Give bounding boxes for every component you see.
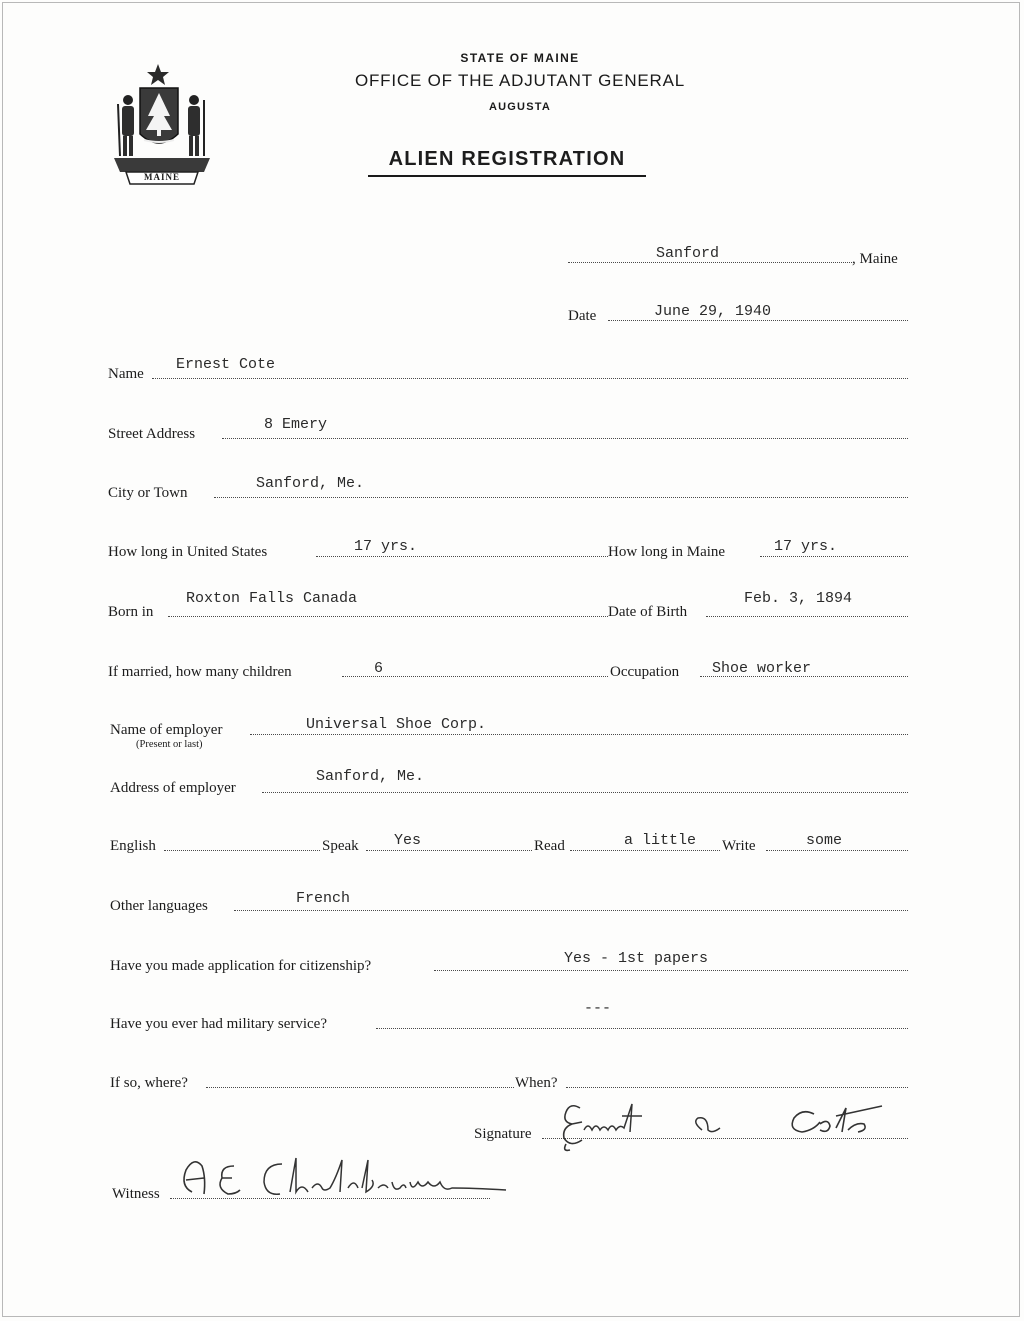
street-line — [222, 438, 908, 439]
street-value: 8 Emery — [264, 416, 328, 433]
page-title: ALIEN REGISTRATION — [368, 148, 646, 177]
years-us-label: How long in United States — [108, 544, 268, 560]
citizenship-label: Have you made application for citizenship? — [110, 958, 372, 974]
write-label: Write — [722, 838, 756, 854]
where-line — [206, 1087, 514, 1088]
dob-label: Date of Birth — [608, 604, 688, 620]
read-label: Read — [534, 838, 565, 854]
witness-handwriting — [172, 1152, 512, 1208]
speak-value: Yes — [394, 832, 422, 849]
occupation-label: Occupation — [610, 664, 680, 680]
when-line — [566, 1087, 908, 1088]
place-line — [568, 262, 852, 263]
other-languages-line — [234, 910, 908, 911]
signature-label: Signature — [474, 1126, 532, 1142]
when-label: When? — [515, 1075, 558, 1091]
employer-sublabel: (Present or last) — [136, 739, 203, 750]
city-heading: AUGUSTA — [489, 101, 551, 113]
english-line — [164, 850, 320, 851]
citizenship-line — [434, 970, 908, 971]
write-value: some — [806, 832, 843, 849]
dob-value: Feb. 3, 1894 — [744, 590, 853, 607]
witness-label: Witness — [112, 1186, 160, 1202]
children-label: If married, how many children — [108, 664, 292, 680]
state-heading: STATE OF MAINE — [460, 51, 580, 65]
speak-line — [366, 850, 532, 851]
office-heading: OFFICE OF THE ADJUTANT GENERAL — [354, 71, 686, 90]
children-value: 6 — [374, 660, 384, 677]
read-line — [570, 850, 720, 851]
place-value: Sanford — [656, 245, 720, 262]
employer-value: Universal Shoe Corp. — [306, 716, 487, 733]
born-in-value: Roxton Falls Canada — [186, 590, 358, 607]
name-line — [152, 378, 908, 379]
years-maine-label: How long in Maine — [608, 544, 726, 560]
name-label: Name — [108, 366, 144, 382]
read-value: a little — [624, 832, 697, 849]
employer-address-line — [262, 792, 908, 793]
military-line — [376, 1028, 908, 1029]
citizenship-value: Yes - 1st papers — [564, 950, 709, 967]
years-maine-line — [760, 556, 908, 557]
city-label: City or Town — [108, 485, 188, 501]
name-value: Ernest Cote — [176, 356, 276, 373]
employer-line — [250, 734, 908, 735]
born-in-line — [168, 616, 608, 617]
years-us-line — [316, 556, 608, 557]
dob-line — [706, 616, 908, 617]
speak-label: Speak — [322, 838, 359, 854]
employer-address-label: Address of employer — [110, 780, 236, 796]
military-label: Have you ever had military service? — [110, 1016, 327, 1032]
employer-address-value: Sanford, Me. — [316, 768, 425, 785]
date-label: Date — [568, 308, 597, 324]
city-line — [214, 497, 908, 498]
english-label: English — [110, 838, 156, 854]
city-value: Sanford, Me. — [256, 475, 365, 492]
years-maine-value: 17 yrs. — [774, 538, 838, 555]
military-value: --- — [584, 1000, 612, 1017]
employer-label: Name of employer — [110, 722, 223, 738]
occupation-value: Shoe worker — [712, 660, 812, 677]
write-line — [766, 850, 908, 851]
signature-handwriting — [552, 1094, 918, 1154]
born-in-label: Born in — [108, 604, 154, 620]
date-value: June 29, 1940 — [654, 303, 772, 320]
date-line — [608, 320, 908, 321]
place-suffix: , Maine — [852, 251, 898, 267]
street-label: Street Address — [108, 426, 196, 442]
where-label: If so, where? — [110, 1075, 188, 1091]
other-languages-label: Other languages — [110, 898, 208, 914]
seal-banner-text: MAINE — [144, 172, 180, 182]
other-languages-value: French — [296, 890, 351, 907]
years-us-value: 17 yrs. — [354, 538, 418, 555]
